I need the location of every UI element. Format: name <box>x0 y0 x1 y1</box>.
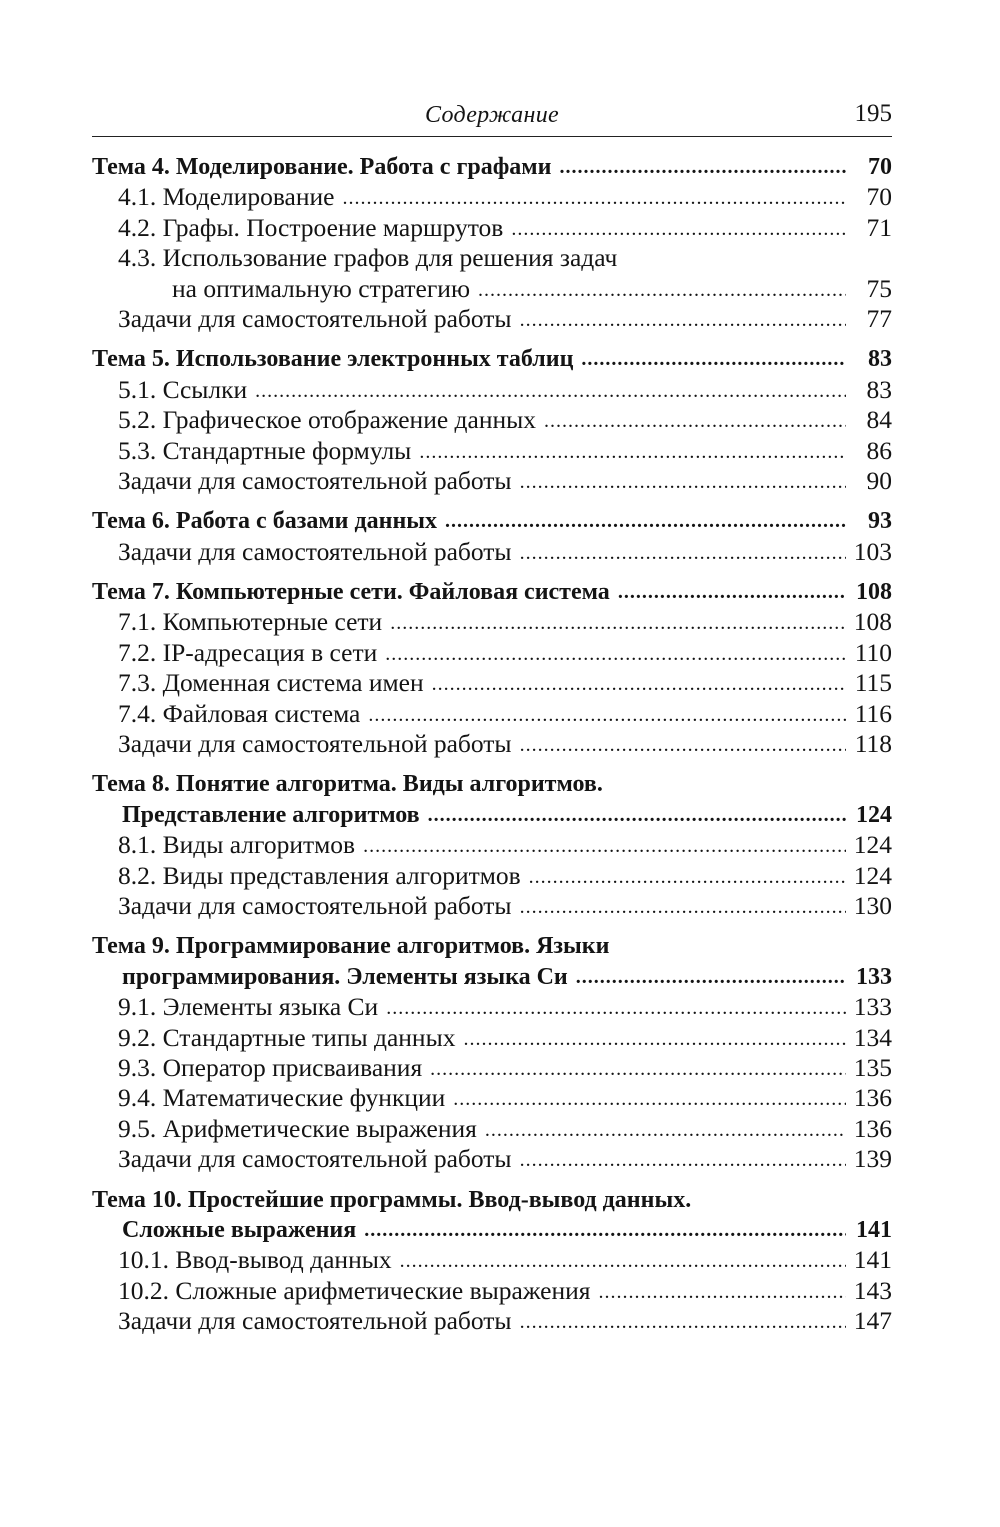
toc-entry <box>92 638 892 668</box>
toc-entry <box>92 699 892 729</box>
toc-entry-title: 5.1. Ссылки <box>118 374 248 404</box>
toc-entry <box>92 1306 892 1336</box>
toc-page-number: 124 <box>853 830 892 860</box>
toc-entry <box>92 607 892 637</box>
toc-entry-title: Задачи для самостоятельной работы <box>118 1306 512 1336</box>
toc-page-number: 93 <box>868 508 892 535</box>
toc-page-number: 124 <box>856 801 892 828</box>
toc-entry-title: 5.3. Стандартные формулы <box>118 435 412 465</box>
toc-page-number: 147 <box>853 1306 892 1336</box>
toc-entry-title: 8.2. Виды представления алгоритмов <box>118 860 521 890</box>
dot-leader <box>363 831 846 861</box>
dot-leader <box>430 1054 846 1084</box>
toc-entry <box>92 668 892 698</box>
dot-leader <box>520 305 846 335</box>
toc-entry-title: Тема 5. Использование электронных таблиц <box>92 346 574 373</box>
toc-entry <box>92 1053 892 1083</box>
toc-entry-title: 10.2. Сложные арифметические выражения <box>118 1275 591 1305</box>
dot-leader <box>453 1084 846 1114</box>
dot-leader <box>520 1145 846 1175</box>
toc-entry-title: 9.2. Стандартные типы данных <box>118 1022 456 1052</box>
toc-page-number: 136 <box>853 1113 892 1143</box>
toc-entry <box>92 243 892 273</box>
toc-entry <box>92 891 892 921</box>
toc-entry-title: Тема 10. Простейшие программы. Ввод-вывод данных. <box>92 1186 692 1213</box>
toc-entry-title: Задачи для самостоятельной работы <box>118 729 512 759</box>
dot-leader <box>520 538 846 568</box>
dot-leader <box>400 1246 846 1276</box>
toc-entry <box>92 1023 892 1053</box>
toc-topic-entry <box>92 344 892 374</box>
dot-leader <box>385 639 846 669</box>
toc-entry-title: 4.2. Графы. Построение маршрутов <box>118 212 504 242</box>
toc-entry-title: 5.2. Графическое отображение данных <box>118 405 537 435</box>
toc-entry <box>92 436 892 466</box>
toc-page-number: 110 <box>854 637 892 667</box>
toc-entry <box>92 1276 892 1306</box>
dot-leader <box>520 467 846 497</box>
toc-entry-title: 4.1. Моделирование <box>118 182 335 212</box>
toc-entry-title: Тема 9. Программирование алгоритмов. Языки <box>92 933 610 960</box>
toc-topic-entry <box>92 800 892 830</box>
table-of-contents <box>92 152 892 1346</box>
dot-leader <box>432 669 846 699</box>
toc-entry <box>92 1083 892 1113</box>
toc-entry <box>92 861 892 891</box>
toc-entry <box>92 729 892 759</box>
toc-section <box>92 1185 892 1337</box>
toc-entry-title: на оптимальную стратегию <box>172 273 471 303</box>
toc-section <box>92 344 892 496</box>
toc-section <box>92 931 892 1174</box>
dot-leader <box>581 344 846 374</box>
toc-entry-title: 4.3. Использование графов для решения задач <box>118 243 618 273</box>
toc-topic-entry <box>92 577 892 607</box>
toc-page-number: 134 <box>853 1022 892 1052</box>
toc-entry <box>92 830 892 860</box>
toc-page-number: 141 <box>856 1216 892 1243</box>
toc-section <box>92 769 892 921</box>
toc-entry-title: Тема 6. Работа с базами данных <box>92 508 438 535</box>
toc-page-number: 135 <box>853 1052 892 1082</box>
toc-page-number: 115 <box>854 668 892 698</box>
toc-page-number: 136 <box>853 1083 892 1113</box>
toc-entry-title: 9.5. Арифметические выражения <box>118 1113 477 1143</box>
dot-leader <box>342 183 846 213</box>
dot-leader <box>576 962 846 992</box>
toc-entry-title: программирования. Элементы языка Си <box>122 963 568 990</box>
toc-page-number: 71 <box>866 212 892 242</box>
toc-page-number: 143 <box>853 1275 892 1305</box>
toc-entry <box>92 466 892 496</box>
toc-page-number: 75 <box>866 273 892 303</box>
toc-entry-title: 7.1. Компьютерные сети <box>118 607 383 637</box>
toc-page-number: 70 <box>868 154 892 180</box>
toc-page-number: 83 <box>868 346 892 373</box>
toc-entry <box>92 375 892 405</box>
dot-leader <box>544 406 846 436</box>
toc-entry-title: 7.3. Доменная система имен <box>118 668 424 698</box>
toc-entry-title: Тема 7. Компьютерные сети. Файловая система <box>92 579 610 606</box>
toc-entry-title: 9.4. Математические функции <box>118 1083 446 1113</box>
toc-entry <box>92 304 892 334</box>
toc-entry <box>92 992 892 1022</box>
toc-entry <box>92 1144 892 1174</box>
dot-leader <box>419 437 846 467</box>
dot-leader <box>386 993 846 1023</box>
toc-page-number: 133 <box>856 963 892 990</box>
dot-leader <box>255 376 846 406</box>
toc-entry-title: Задачи для самостоятельной работы <box>118 536 512 566</box>
toc-entry-title: Представление алгоритмов <box>122 801 420 828</box>
dot-leader <box>390 608 846 638</box>
toc-entry-title: Задачи для самостоятельной работы <box>118 890 512 920</box>
toc-page-number: 83 <box>866 374 892 404</box>
dot-leader <box>599 1277 847 1307</box>
toc-entry-title: Задачи для самостоятельной работы <box>118 465 512 495</box>
toc-entry <box>92 274 892 304</box>
toc-topic-entry <box>92 1215 892 1245</box>
toc-entry <box>92 213 892 243</box>
dot-leader <box>445 506 846 536</box>
toc-section <box>92 152 892 334</box>
dot-leader <box>529 862 846 892</box>
toc-entry <box>92 1245 892 1275</box>
toc-page-number: 84 <box>866 405 892 435</box>
toc-section <box>92 577 892 759</box>
running-header <box>92 98 892 137</box>
dot-leader <box>618 577 846 607</box>
toc-entry-title: Сложные выражения <box>122 1216 357 1243</box>
toc-entry <box>92 537 892 567</box>
dot-leader <box>559 152 846 182</box>
toc-section <box>92 506 892 567</box>
toc-topic-entry <box>92 931 892 961</box>
toc-topic-entry <box>92 769 892 799</box>
dot-leader <box>520 892 846 922</box>
toc-entry-title: Задачи для самостоятельной работы <box>118 303 512 333</box>
toc-page-number: 108 <box>853 607 892 637</box>
toc-entry <box>92 1114 892 1144</box>
toc-page-number: 103 <box>853 536 892 566</box>
dot-leader <box>368 700 846 730</box>
header-page-number: 195 <box>854 100 892 127</box>
toc-entry-title: Тема 4. Моделирование. Работа с графами <box>92 154 552 180</box>
toc-page-number: 130 <box>853 890 892 920</box>
toc-entry-title: 9.3. Оператор присваивания <box>118 1052 423 1082</box>
toc-page-number: 77 <box>866 303 892 333</box>
toc-page-number: 108 <box>856 579 892 606</box>
toc-page-number: 116 <box>854 698 892 728</box>
toc-topic-entry <box>92 152 892 182</box>
toc-page-number: 118 <box>854 729 892 759</box>
dot-leader <box>485 1115 846 1145</box>
toc-page-number: 124 <box>853 860 892 890</box>
toc-page-number: 133 <box>853 992 892 1022</box>
toc-page-number: 70 <box>866 182 892 212</box>
toc-topic-entry <box>92 962 892 992</box>
toc-entry <box>92 182 892 212</box>
toc-entry-title: 9.1. Элементы языка Си <box>118 992 379 1022</box>
dot-leader <box>463 1024 846 1054</box>
toc-page-number: 139 <box>853 1144 892 1174</box>
toc-entry-title: 10.1. Ввод-вывод данных <box>118 1245 392 1275</box>
toc-entry-title: 8.1. Виды алгоритмов <box>118 830 356 860</box>
toc-page-number: 90 <box>866 465 892 495</box>
toc-page-number: 86 <box>866 435 892 465</box>
toc-entry-title: Задачи для самостоятельной работы <box>118 1144 512 1174</box>
toc-entry-title: 7.4. Файловая система <box>118 698 361 728</box>
dot-leader <box>428 800 846 830</box>
dot-leader <box>520 730 846 760</box>
toc-entry <box>92 405 892 435</box>
toc-page-number: 141 <box>853 1245 892 1275</box>
dot-leader <box>511 214 846 244</box>
toc-entry-title: Тема 8. Понятие алгоритма. Виды алгоритмов. <box>92 771 603 798</box>
toc-topic-entry <box>92 1185 892 1215</box>
toc-entry-title: 7.2. IP-адресация в сети <box>118 637 378 667</box>
dot-leader <box>478 275 846 305</box>
dot-leader <box>520 1307 846 1337</box>
toc-topic-entry <box>92 506 892 536</box>
dot-leader <box>364 1215 846 1245</box>
header-title: Содержание <box>425 102 559 128</box>
